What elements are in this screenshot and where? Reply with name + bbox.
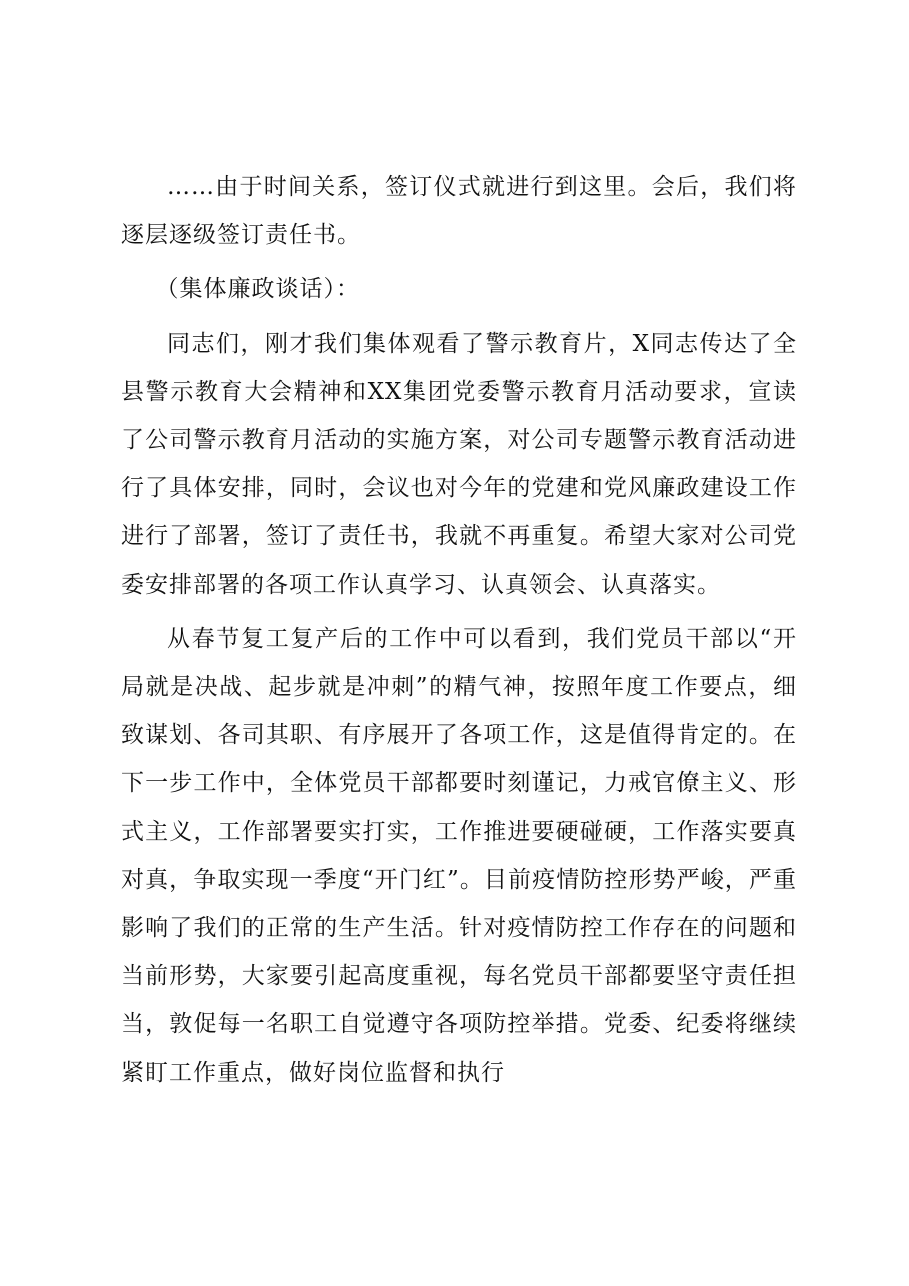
paragraph-speech-body: 从春节复工复产后的工作中可以看到，我们党员干部以“开局就是决战、起步就是冲刺”的精气神，按照年度工作要点，细致谋划、各司其职、有序展开了各项工作，这是值得肯定的。在下一步工作中，全体党员干部都要时刻谨记，力戒官僚主义、形式主义，工作部署要实打实，工作推进要硬碰硬，工作落实要真对真，争取实现一季度“开门红”。目前疫情防控形势严峻，严重影响了我们的正常的生产生活。针对疫情防控工作存在的问题和当前形势，大家要引起高度重视，每名党员干部都要坚守责任担当，敦促每一名职工自觉遵守各项防控举措。党委、纪委将继续紧盯工作重点，做好岗位监督和执行 bbox=[121, 625, 797, 1086]
paragraph-closing-signing: ……由于时间关系，签订仪式就进行到这里。会后，我们将逐层逐级签订责任书。 bbox=[121, 174, 797, 249]
paragraph-speech-opening: 同志们，刚才我们集体观看了警示教育片，X同志传达了全县警示教育大会精神和XX集团党委警示教育月活动要求，宣读了公司警示教育月活动的实施方案，对公司专题警示教育活动进行了具体安排，同时，会议也对今年的党建和党风廉政建设工作进行了部署，签订了责任书，我就不再重复。希望大家对公司党委安排部署的各项工作认真学习、认真领会、认真落实。 bbox=[121, 330, 797, 598]
document-body bbox=[121, 163, 797, 1097]
paragraph-section-caption: （集体廉政谈话）： bbox=[155, 276, 360, 303]
